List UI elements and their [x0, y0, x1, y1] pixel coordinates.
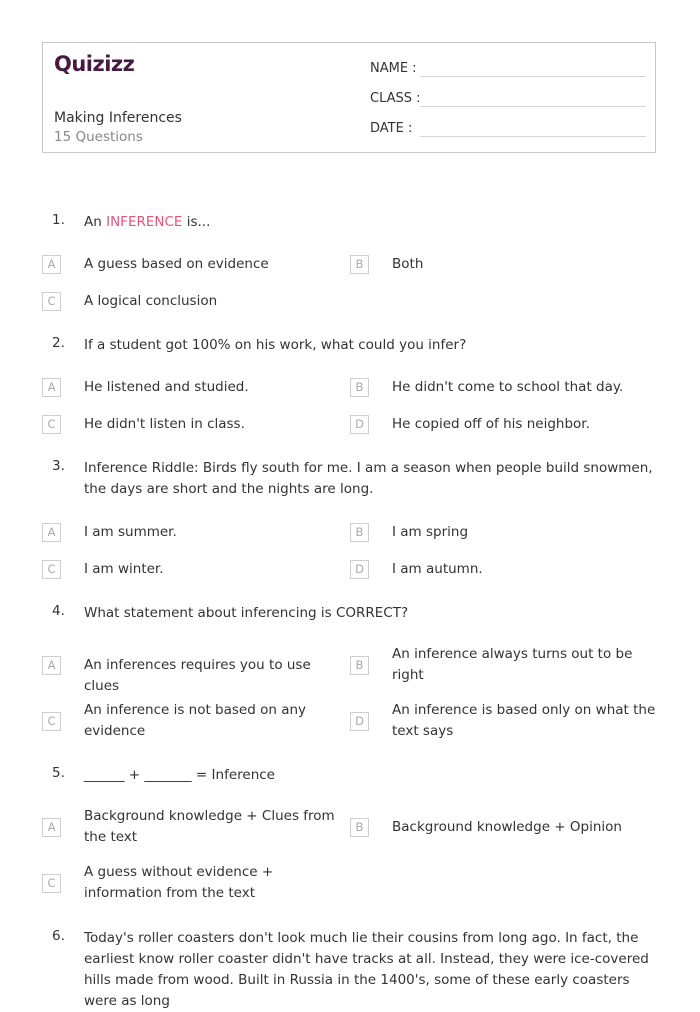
option-letter-badge: D	[350, 560, 369, 579]
option-letter-badge: B	[350, 656, 369, 675]
name-line	[420, 76, 646, 77]
option-letter-badge: C	[42, 874, 61, 893]
question-number: 2.	[52, 335, 65, 351]
option-letter-badge: B	[350, 255, 369, 274]
date-label: DATE :	[370, 121, 413, 136]
class-field	[370, 91, 421, 106]
quiz-title: Making Inferences	[54, 110, 182, 126]
class-line	[420, 106, 646, 107]
option-text: He copied off of his neighbor.	[392, 416, 590, 432]
option-text: An inference is based only on what the text says	[392, 702, 656, 739]
option-letter-badge: C	[42, 712, 61, 731]
date-field	[370, 121, 412, 136]
option-letter-badge: B	[350, 378, 369, 397]
option-text: I am autumn.	[392, 561, 483, 577]
option-text: A guess based on evidence	[84, 256, 269, 272]
option-text: An inferences requires you to use clues	[84, 657, 311, 694]
question-text: What statement about inferencing is CORRECT?	[84, 605, 409, 621]
option-letter-badge: D	[350, 712, 369, 731]
option-letter-badge: C	[42, 292, 61, 311]
date-line	[420, 136, 646, 137]
option-letter-badge: B	[350, 818, 369, 837]
option-letter-badge: B	[350, 523, 369, 542]
option-text: Background knowledge + Opinion	[392, 819, 622, 835]
option-text: Both	[392, 256, 424, 272]
question-number: 5.	[52, 765, 65, 781]
option-text: I am summer.	[84, 524, 177, 540]
name-label: NAME :	[370, 61, 417, 76]
highlight-word: INFERENCE	[106, 214, 183, 230]
question-number: 6.	[52, 928, 65, 944]
question-text: An INFERENCE is...	[84, 214, 211, 230]
option-text: He listened and studied.	[84, 379, 249, 395]
option-text: I am spring	[392, 524, 469, 540]
name-field	[370, 61, 417, 76]
option-letter-badge: A	[42, 523, 61, 542]
question-number: 1.	[52, 212, 65, 228]
option-text: Background knowledge + Clues from the text	[84, 808, 335, 845]
question-text: If a student got 100% on his work, what could you infer?	[84, 337, 467, 353]
option-text: I am winter.	[84, 561, 164, 577]
option-text: A logical conclusion	[84, 293, 218, 309]
class-label: CLASS :	[370, 91, 421, 106]
option-letter-badge: A	[42, 378, 61, 397]
option-text: He didn't listen in class.	[84, 416, 245, 432]
question-text: Inference Riddle: Birds fly south for me. I am a season when people build snowmen, the days are short and the nights are long.	[84, 460, 653, 497]
option-letter-badge: C	[42, 560, 61, 579]
option-letter-badge: A	[42, 255, 61, 274]
option-text: A guess without evidence + information from the text	[84, 864, 274, 901]
option-text: An inference always turns out to be right	[392, 646, 633, 683]
option-letter-badge: A	[42, 656, 61, 675]
question-number: 4.	[52, 603, 65, 619]
option-text: He didn't come to school that day.	[392, 379, 624, 395]
option-text: An inference is not based on any evidence	[84, 702, 307, 739]
quizizz-logo: Quizizz	[54, 52, 135, 76]
option-letter-badge: C	[42, 415, 61, 434]
question-text: ______ + _______ = Inference	[84, 767, 275, 783]
question-number: 3.	[52, 458, 65, 474]
worksheet-header	[42, 42, 656, 153]
option-letter-badge: A	[42, 818, 61, 837]
question-text: Today's roller coasters don't look much lie their cousins from long ago. In fact, the earliest know roller coaster didn't have tracks at all. Instead, they were ice-covered hills made from wood. Built in Russia in the 1400's, some of these early coasters were as long	[84, 930, 649, 1009]
question-count: 15 Questions	[54, 129, 143, 145]
option-letter-badge: D	[350, 415, 369, 434]
